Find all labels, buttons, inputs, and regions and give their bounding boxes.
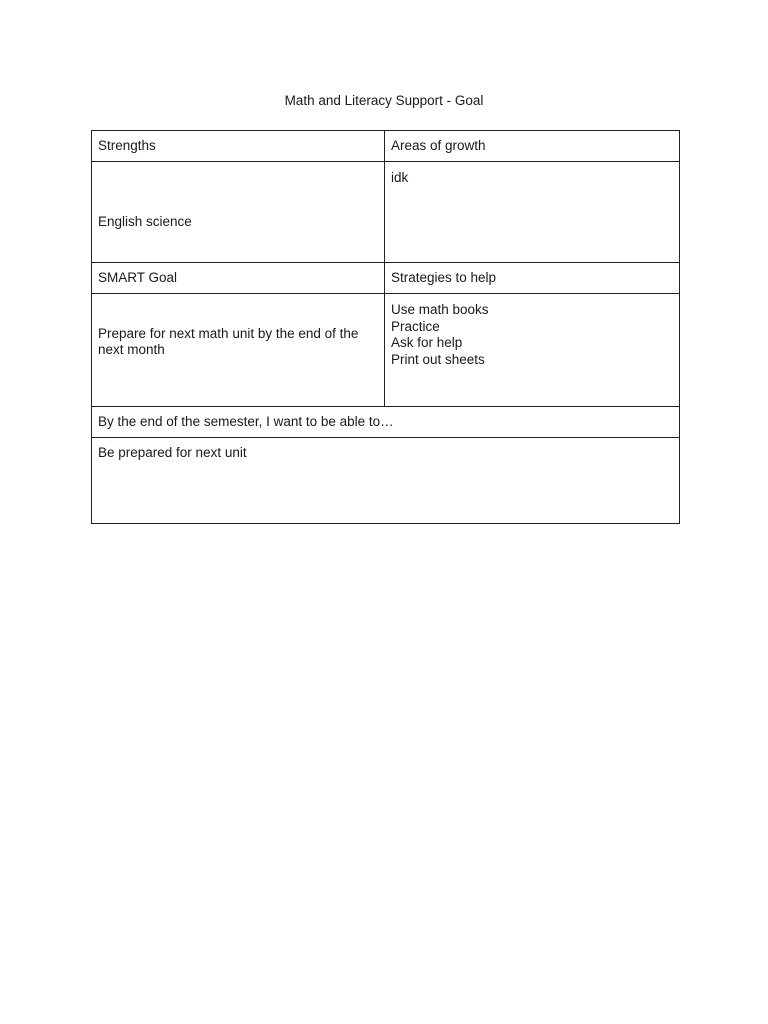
goal-table <box>91 130 680 524</box>
strategy-item: Ask for help <box>391 335 463 350</box>
strategy-item: Practice <box>391 318 440 334</box>
strengths-cell[interactable]: English science <box>92 162 385 263</box>
strengths-header[interactable]: Strengths <box>92 131 385 162</box>
strategy-item: Use math books <box>391 302 489 317</box>
table-row <box>92 294 680 407</box>
strategies-header[interactable]: Strategies to help <box>385 263 680 294</box>
smart-goal-header[interactable]: SMART Goal <box>92 263 385 294</box>
areas-of-growth-cell[interactable]: idk <box>385 162 680 263</box>
table-row <box>92 407 680 438</box>
document-title: Math and Literacy Support - Goal <box>284 93 484 108</box>
strategy-item: Print out sheets <box>391 351 485 367</box>
table-row <box>92 263 680 294</box>
semester-goal-header[interactable]: By the end of the semester, I want to be able to… <box>92 407 680 438</box>
table-row <box>92 131 680 162</box>
semester-goal-cell[interactable]: Be prepared for next unit <box>92 438 680 524</box>
strategies-cell[interactable] <box>385 294 680 407</box>
smart-goal-cell[interactable]: Prepare for next math unit by the end of the next month <box>92 294 385 407</box>
areas-of-growth-header[interactable]: Areas of growth <box>385 131 680 162</box>
table-row <box>92 438 680 524</box>
table-row <box>92 162 680 263</box>
